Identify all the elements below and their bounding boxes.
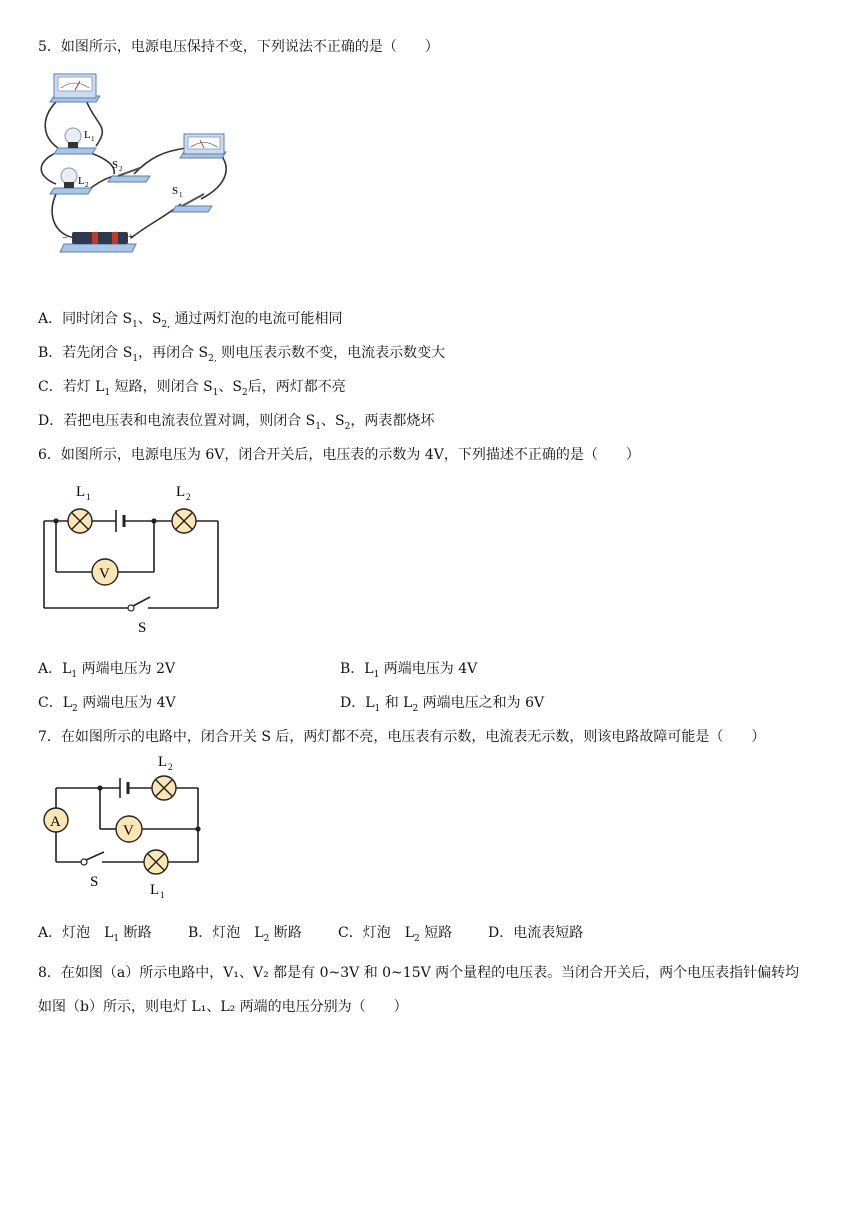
q7-option-d: D．电流表短路 — [488, 925, 584, 941]
svg-text:1: 1 — [179, 191, 183, 199]
q6-lamp-l2 — [172, 484, 196, 533]
q6-wires — [44, 521, 218, 608]
svg-text:1: 1 — [86, 492, 91, 502]
q6-voltmeter-label: V — [99, 566, 110, 582]
q6-option-d: D．$L_1$ 和 $L_2$ 两端电压之和为 6V — [340, 695, 545, 714]
q6-option-b: B．$L_1$ 两端电压为 4V — [340, 661, 478, 680]
q6-l1-label: L — [76, 484, 86, 500]
q5-option-d: D．若把电压表和电流表位置对调，则闭合 $S_1$、$S_2$，两表都烧坏 — [38, 413, 435, 432]
q5-switch-s2 — [108, 159, 150, 182]
q5-l1-label: L — [84, 129, 91, 141]
q5-battery — [60, 232, 136, 252]
svg-text:2: 2 — [186, 492, 191, 502]
q5-plus-label: + — [128, 232, 134, 243]
q5-s1-label: S — [172, 185, 179, 197]
q6-l2-label: L — [176, 484, 186, 500]
q5-option-c: C．若灯 $L_1$ 短路，则闭合 $S_1$、$S_2$后，两灯都不亮 — [38, 379, 346, 398]
q6-circuit-figure — [36, 478, 236, 638]
q7-voltmeter-label: V — [123, 823, 134, 839]
q5-ammeter — [180, 134, 226, 158]
q5-circuit-figure — [36, 66, 246, 256]
q5-voltmeter — [50, 74, 100, 102]
svg-text:2: 2 — [85, 181, 89, 189]
q5-minus-label: − — [62, 233, 68, 244]
q6-switch — [128, 597, 150, 636]
q7-ammeter-label: A — [50, 814, 61, 830]
q6-switch-label: S — [138, 620, 147, 636]
q6-option-a: A．$L_1$ 两端电压为 2V — [38, 661, 176, 680]
q6-voltmeter — [92, 559, 118, 585]
q7-option-b: B．灯泡 $L_2$ 断路 — [188, 925, 302, 944]
q5-option-a: A．同时闭合 $S_1$、$S_{2,}$ 通过两灯泡的电流可能相同 — [38, 311, 343, 330]
q7-switch-label: S — [90, 874, 99, 890]
q5-switch-s1 — [172, 185, 212, 212]
q7-option-c: C．灯泡 $L_2$ 短路 — [338, 925, 453, 944]
q5-lamp-l1 — [54, 128, 96, 154]
q5-stem: 5．如图所示，电源电压保持不变，下列说法不正确的是（ ） — [38, 39, 439, 55]
q7-l2-label: L — [158, 754, 168, 770]
q7-stem: 7．在如图所示的电路中，闭合开关 S 后，两灯都不亮，电压表有示数，电流表无示数，则该电路故障可能是（ ） — [38, 729, 766, 745]
q8-stem-line1: 8．在如图（a）所示电路中，V₁、V₂ 都是有 0~3V 和 0~15V 两个量程的电压表。当闭合开关后，两个电压表指针偏转均 — [38, 965, 800, 981]
svg-text:2: 2 — [168, 762, 173, 772]
q7-lamp-l2 — [152, 754, 176, 800]
q5-l2-label: L — [78, 175, 85, 187]
q5-option-b: B．若先闭合 $S_1$，再闭合 $S_{2,}$ 则电压表示数不变，电流表示数变大 — [38, 345, 446, 364]
q7-option-a: A．灯泡 $L_1$ 断路 — [38, 925, 152, 944]
q5-lamp-l2 — [50, 168, 92, 194]
svg-text:1: 1 — [91, 135, 95, 143]
svg-text:2: 2 — [119, 165, 123, 173]
q7-switch — [81, 852, 104, 890]
q7-circuit-figure — [38, 752, 208, 902]
q8-stem-line2: 如图（b）所示，则电灯 L₁、L₂ 两端的电压分别为（ ） — [38, 999, 408, 1015]
svg-text:1: 1 — [160, 890, 165, 900]
q6-lamp-l1 — [68, 484, 92, 533]
q5-s2-label: S — [112, 159, 119, 171]
q7-l1-label: L — [150, 882, 160, 898]
q6-option-c: C．$L_2$ 两端电压为 4V — [38, 695, 176, 714]
q6-stem: 6．如图所示，电源电压为 6V，闭合开关后，电压表的示数为 4V，下列描述不正确的是（ ） — [38, 447, 640, 463]
q7-voltmeter — [116, 816, 142, 842]
q7-lamp-l1 — [144, 850, 168, 900]
q7-ammeter — [44, 808, 68, 832]
